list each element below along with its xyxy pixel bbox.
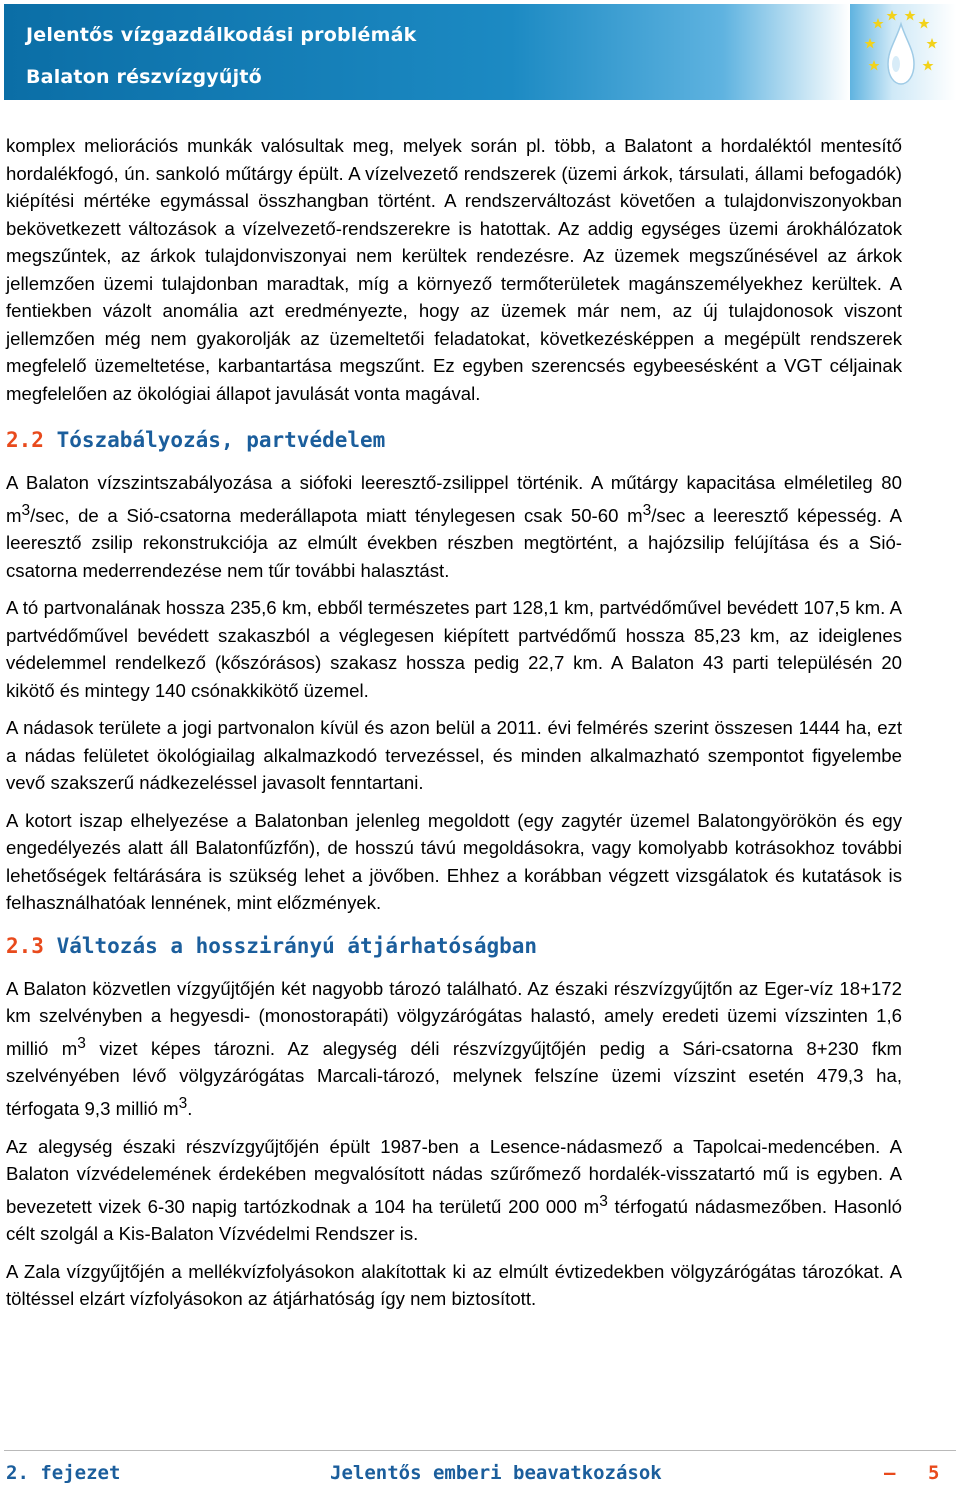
page-content <box>6 132 902 1323</box>
eu-water-drop-stars-icon <box>850 4 956 100</box>
section-title: Változás a hosszirányú átjárhatóságban <box>56 933 538 958</box>
footer-title: Jelentős emberi beavatkozások <box>330 1462 662 1484</box>
page-header <box>0 0 960 104</box>
paragraph: A Balaton közvetlen vízgyűjtőjén két nagyobb tározó található. Az északi részvízgyűjtőn az Eger-víz 18+172 km szelvényben a hegyesdi- (monostorapáti) völgyzárógátas halastó, amely eredeti üzemi vízszinten 1,6 millió $m^3$ vizet képes tározni. Az alegység déli részvízgyűjtőjén pedig a Sári-csatorna 8+230 fkm szelvényében lévő völgyzárógátas Marcali-tározó, melynek felszíne üzemi vízszint esetén 479,3 ha, térfogata 9,3 millió $m^3$. <box>6 977 902 1120</box>
header-subtitle: Balaton részvízgyűjtő <box>26 66 262 88</box>
footer-chapter: 2. fejezet <box>6 1462 121 1484</box>
section-title: Tószabályozás, partvédelem <box>56 428 386 452</box>
section-heading-2-2 <box>6 425 902 455</box>
footer-dash: — <box>884 1462 896 1484</box>
paragraph: A tó partvonalának hossza 235,6 km, ebből természetes part 128,1 km, partvédőművel bevédett 107,5 km. A partvédőművel bevédett szakaszból a véglegesen kiépített partvédőmű hossza 85,23 km, az ideiglenes védelemmel rendelkező (kőszórásos) szakasz hossza pedig 22,7 km. A Balaton 43 parti településén 20 kikötő és mintegy 140 csónakkikötő üzemel. <box>6 597 902 701</box>
section-heading-2-3 <box>6 931 902 961</box>
section-number: 2.3 <box>6 933 44 958</box>
paragraph: Az alegység északi részvízgyűjtőjén épült 1987-ben a Lesence-nádasmező a Tapolcai-medencében. A Balaton vízvédelemének érdekében megvalósított nádas szűrőmező hordalék-visszatartó mű is egyben. A bevezetett vizek 6-30 napig tartózkodnak a 104 ha területű 200 000 $m^3$ térfogatú nádasmezőben. Hasonló célt szolgál a Kis-Balaton Vízvédelmi Rendszer is. <box>6 1135 902 1245</box>
page-number: 5 <box>928 1462 940 1484</box>
section-number: 2.2 <box>6 428 44 452</box>
paragraph: A kotort iszap elhelyezése a Balatonban jelenleg megoldott (egy zagytér üzemel Balatongyörökön és egy engedélyezés alatt áll Balatonfűzfőn), de hosszú távú megoldásokra, vagy komolyabb kotrásokhoz további lehetőségek feltárására is szükség lehet a jövőben. Ehhez a korábban végzett vizsgálatok és kutatások is felhasználhatóak lennének, mint előzmények. <box>6 809 902 914</box>
header-title: Jelentős vízgazdálkodási problémák <box>26 24 417 46</box>
paragraph: A Zala vízgyűjtőjén a mellékvízfolyásokon alakítottak ki az elmúlt évtizedekben völgyzárógátas tározókat. A töltéssel elzárt vízfolyásokon az átjárhatóság így nem biztosított. <box>6 1260 902 1310</box>
paragraph: A nádasok területe a jogi partvonalon kívül és azon belül a 2011. évi felmérés szerint összesen 1444 ha, ezt a nádas felületet ökológiailag alkalmazkodó tervezéssel, és minden alkalmazható szempontot figyelembe vevő szakszerű nádkezeléssel javasolt fenntartani. <box>6 717 902 794</box>
intro-paragraph: komplex meliorációs munkák valósultak meg, melyek során pl. több, a Balatont a hordaléktól mentesítő hordalékfogó, ún. sankoló műtárgy épült. A vízelvezető rendszerek (üzemi árkok, társulati, állami befogadók) kiépítési mértéke egymással összhangban történt. A rendszerváltozást követően a tulajdonviszonyokban bekövetkezett változások a vízelvezető-rendszerekre is hatottak. Az addig egységes üzemi árokhálózatok megszűntek, az árkok tulajdonviszonyai nem kerültek rendezésre. Az üzemek megszűnésével az árkok jellemzően üzemi tulajdonban maradtak, míg a környező termőterületek magánszemélyekhez kerültek. A fentiekben vázolt anomália azt eredményezte, hogy az üzemek már nem, az új tulajdonosok viszont jellemzően még nem gyakorolják az üzemeltetői feladatokat, következésképpen a megépült rendszerek megfelelő üzemeltetése, karbantartása megszűnt. Ez egyben szerencsés egybeesésként a VGT céljainak megfelelően az ökológiai állapot javulását vonta magával. <box>6 135 902 404</box>
paragraph: A Balaton vízszintszabályozása a siófoki leeresztő-zsilippel történik. A műtárgy kapacitása elméletileg 80 $m^3/\sec$, de a Sió-csatorna mederállapota miatt ténylegesen csak 50-60 $m^3/\sec$ a leeresztő képesség. A leeresztő zsilip rekonstrukciója az elmúlt években részben megtörtént, a hajózsilip felújítása és a Sió-csatorna mederrendezése nem tűr további halasztást. <box>6 472 902 581</box>
header-band <box>4 4 850 100</box>
footer-divider <box>4 1450 956 1451</box>
page-footer <box>4 1462 956 1488</box>
